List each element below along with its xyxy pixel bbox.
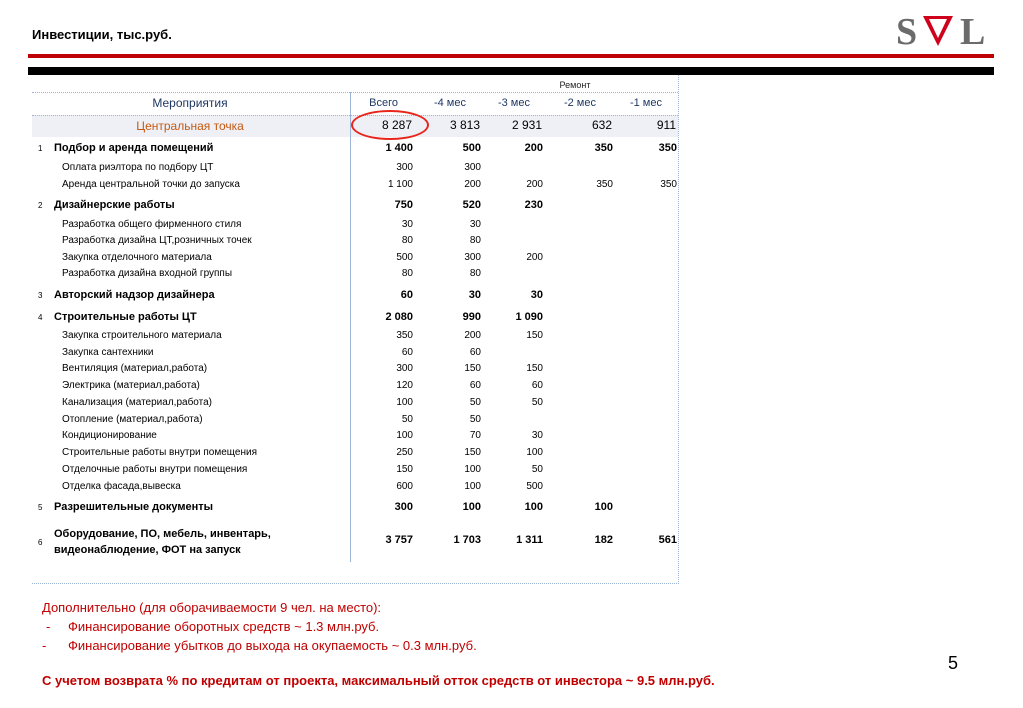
central-total: 8 287 (381, 118, 412, 132)
row-label: Закупка сантехники (62, 347, 154, 358)
row-value: 500 (526, 481, 543, 492)
row-label: Отделка фасада,вывеска (62, 481, 181, 492)
row-value: 30 (468, 289, 481, 301)
row-number: 3 (38, 291, 43, 300)
conclusion-text: С учетом возврата % по кредитам от проекта, максимальный отток средств от инвестора ~ 9.5 млн.руб. (42, 673, 715, 688)
row-value: 520 (462, 199, 481, 211)
row-value: 50 (531, 464, 543, 475)
notes-item: - Финансирование оборотных средств ~ 1.3 млн.руб. (46, 619, 380, 634)
group-label-remont: Ремонт (559, 80, 591, 90)
row-value: 100 (594, 501, 613, 513)
row-value: 60 (531, 380, 543, 391)
svg-text:L: L (960, 11, 986, 50)
row-label: Аренда центральной точки до запуска (62, 179, 240, 190)
notes-intro: Дополнительно (для оборачиваемости 9 чел. на место): (42, 600, 382, 615)
row-number: 1 (38, 144, 43, 153)
row-value: 30 (469, 219, 481, 230)
column-header-m1: -1 мес (629, 97, 662, 109)
row-value: 150 (464, 363, 481, 374)
column-header-activities: Мероприятия (152, 96, 228, 110)
row-number: 2 (38, 201, 43, 210)
row-value: 30 (531, 430, 543, 441)
row-label: Электрика (материал,работа) (62, 380, 200, 391)
row-number: 4 (38, 313, 43, 322)
row-value: 300 (396, 363, 413, 374)
row-value: 100 (464, 481, 481, 492)
row-value: 350 (660, 179, 677, 190)
notes-item: - Финансирование убытков до выхода на окупаемость ~ 0.3 млн.руб. (42, 638, 477, 653)
row-value: 300 (394, 501, 413, 513)
row-value: 300 (464, 252, 481, 263)
row-value: 990 (462, 311, 481, 323)
header-red-rule (28, 54, 994, 58)
row-value: 350 (396, 330, 413, 341)
row-value: 1 400 (385, 142, 413, 154)
row-label: Дизайнерские работы (54, 199, 175, 211)
row-label: Закупка строительного материала (62, 330, 222, 341)
row-value: 70 (469, 430, 481, 441)
row-value: 100 (464, 464, 481, 475)
svl-logo (896, 10, 994, 50)
row-value: 200 (464, 330, 481, 341)
row-value: 350 (596, 179, 613, 190)
row-value: 3 757 (385, 534, 413, 546)
central-m2: 632 (591, 118, 612, 132)
central-point-label: Центральная точка (136, 119, 244, 133)
additional-notes (42, 598, 477, 655)
row-label: Разработка общего фирменного стиля (62, 219, 242, 230)
row-value: 200 (526, 179, 543, 190)
row-value: 1 100 (387, 179, 413, 190)
row-value: 500 (396, 252, 413, 263)
total-highlight-oval (351, 110, 429, 140)
row-value: 100 (396, 397, 413, 408)
central-m3: 2 931 (511, 118, 542, 132)
row-label: Кондиционирование (62, 430, 157, 441)
row-value: 30 (530, 289, 543, 301)
row-label: Строительные работы внутри помещения (62, 447, 257, 458)
page-title: Инвестиции, тыс.руб. (32, 27, 172, 42)
row-value: 100 (396, 430, 413, 441)
row-value: 60 (400, 289, 413, 301)
row-value: 230 (524, 199, 543, 211)
row-value: 600 (396, 481, 413, 492)
row-value: 350 (658, 142, 677, 154)
row-value: 561 (658, 534, 677, 546)
row-value: 50 (531, 397, 543, 408)
row-value: 100 (526, 447, 543, 458)
row-label: Отделочные работы внутри помещения (62, 464, 248, 475)
row-value: 60 (469, 380, 481, 391)
row-value: 80 (401, 268, 413, 279)
row-value: 150 (464, 447, 481, 458)
row-value: 150 (526, 330, 543, 341)
row-value: 2 080 (385, 311, 413, 323)
row-value: 300 (464, 162, 481, 173)
column-header-total: Всего (369, 97, 398, 109)
row-value: 500 (462, 142, 481, 154)
column-header-m2: -2 мес (563, 97, 596, 109)
row-value: 350 (594, 142, 613, 154)
row-label: Разработка дизайна ЦТ,розничных точек (62, 235, 252, 246)
row-value: 250 (396, 447, 413, 458)
central-m4: 3 813 (449, 118, 480, 132)
row-label: Подбор и аренда помещений (54, 142, 214, 154)
column-header-m4: -4 мес (433, 97, 466, 109)
row-number: 5 (38, 503, 43, 512)
row-label: Оплата риэлтора по подбору ЦТ (62, 162, 214, 173)
row-value: 1 090 (515, 311, 543, 323)
row-value: 200 (524, 142, 543, 154)
row-label: Авторский надзор дизайнера (54, 289, 215, 301)
row-label: Канализация (материал,работа) (62, 397, 212, 408)
row-number: 6 (38, 538, 43, 547)
row-value: 150 (526, 363, 543, 374)
row-value: 80 (401, 235, 413, 246)
row-label: Оборудование, ПО, мебель, инвентарь, видеонаблюдение, ФОТ на запуск (54, 528, 271, 556)
row-value: 120 (396, 380, 413, 391)
row-value: 200 (526, 252, 543, 263)
column-header-m3: -3 мес (497, 97, 530, 109)
row-label: Разрешительные документы (54, 501, 214, 513)
row-label: Закупка отделочного материала (62, 252, 212, 263)
row-value: 100 (524, 501, 543, 513)
row-label: Строительные работы ЦТ (54, 311, 197, 323)
row-value: 300 (396, 162, 413, 173)
row-value: 50 (401, 414, 413, 425)
row-value: 100 (462, 501, 481, 513)
row-label: Отопление (материал,работа) (62, 414, 203, 425)
page-number: 5 (948, 653, 959, 673)
row-label: Вентиляция (материал,работа) (62, 363, 208, 374)
row-value: 50 (469, 397, 481, 408)
row-value: 60 (401, 347, 413, 358)
row-value: 80 (469, 268, 481, 279)
row-value: 50 (469, 414, 481, 425)
row-value: 60 (469, 347, 481, 358)
row-value: 80 (469, 235, 481, 246)
row-value: 30 (401, 219, 413, 230)
row-value: 200 (464, 179, 481, 190)
row-label: Разработка дизайна входной группы (62, 268, 233, 279)
row-value: 182 (594, 534, 613, 546)
row-value: 150 (396, 464, 413, 475)
header-black-rule (28, 67, 994, 75)
row-value: 1 311 (516, 534, 543, 546)
row-value: 1 703 (453, 534, 481, 546)
central-m1: 911 (656, 118, 676, 132)
svg-text:S: S (896, 11, 918, 50)
row-value: 750 (394, 199, 413, 211)
